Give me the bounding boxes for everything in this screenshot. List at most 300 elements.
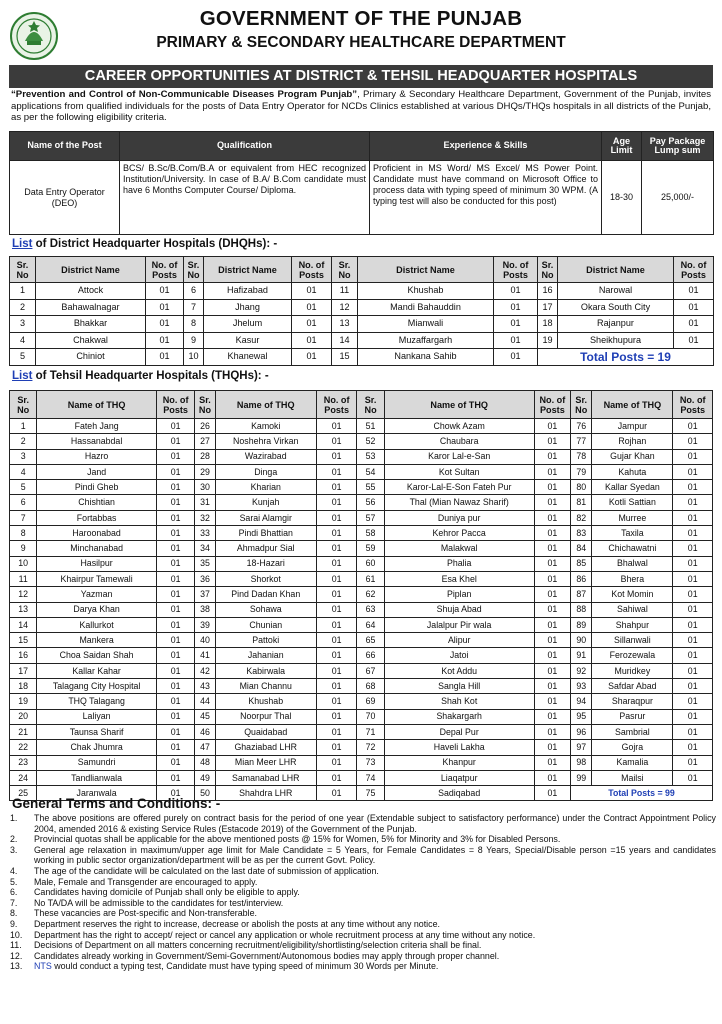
name-cell: Muridkey [592,663,673,678]
name-cell: Okara South City [558,299,674,316]
intro-paragraph [11,89,711,124]
sr-no: 51 [357,419,384,434]
name-cell: Pindi Bhattian [215,526,316,541]
posts-cell: 01 [494,332,538,349]
posts-cell: 01 [534,694,570,709]
posts-cell: 01 [146,299,184,316]
sr-no: 14 [10,617,37,632]
name-cell: Phalia [384,556,534,571]
name-cell: Minchanabad [37,541,157,556]
table-row [10,740,713,755]
name-cell: Kotli Sattian [592,495,673,510]
sr-no: 21 [10,724,37,739]
terms-title: General Terms and Conditions: - [12,796,221,811]
sr-no: 37 [195,587,215,602]
name-cell: Kallar Syedan [592,480,673,495]
name-cell: Kamalia [592,755,673,770]
posts-cell: 01 [316,495,357,510]
name-cell: Pasrur [592,709,673,724]
posts-cell: 01 [156,617,194,632]
sr-no: 33 [195,526,215,541]
name-cell: Kot Addu [384,663,534,678]
sr-no: 46 [195,724,215,739]
sr-no: 1 [10,283,36,300]
name-cell: Jampur [592,419,673,434]
table-row [10,480,713,495]
list-item [10,887,716,898]
list-item [10,834,716,845]
posts-cell: 01 [673,770,713,785]
sr-no: 53 [357,449,384,464]
posts-cell: 01 [494,283,538,300]
table-row [10,419,713,434]
item-text [34,961,716,972]
sr-no: 66 [357,648,384,663]
name-cell: Ahmadpur Sial [215,541,316,556]
sr-no: 43 [195,679,215,694]
name-cell: Taunsa Sharif [37,724,157,739]
table-row [10,571,713,586]
name-cell: Noorpur Thal [215,709,316,724]
sr-no: 32 [195,510,215,525]
name-cell: Hassanabdal [37,434,157,449]
sr-no: 50 [195,786,215,801]
header-post-name: Name of the Post [10,132,120,161]
posts-cell: 01 [674,332,714,349]
sr-no: 48 [195,755,215,770]
list-item [10,813,716,834]
name-cell: Shahdra LHR [215,786,316,801]
name-cell: Jand [37,464,157,479]
thq-title-text: of Tehsil Headquarter Hospitals (THQHs): - [32,370,269,382]
name-cell: Mian Channu [215,679,316,694]
table-row [10,283,714,300]
posts-cell: 01 [292,349,332,366]
posts-cell: 01 [316,679,357,694]
name-cell: Karor-Lal-E-Son Fateh Pur [384,480,534,495]
name-cell: Bhalwal [592,556,673,571]
list-item [10,930,716,941]
table-row [10,510,713,525]
name-cell: Hazro [37,449,157,464]
sr-no: 97 [571,740,592,755]
sr-no: 12 [10,587,37,602]
posts-cell: 01 [673,755,713,770]
sr-no: 26 [195,419,215,434]
name-cell: Duniya pur [384,510,534,525]
sr-no: 25 [10,786,37,801]
sr-no: 10 [184,349,204,366]
name-cell: Jatoi [384,648,534,663]
header-no-of-posts: No. of Posts [156,391,194,419]
item-text: Candidates having domicile of Punjab shall only be eligible to apply. [34,887,300,898]
sr-no: 17 [10,663,37,678]
posts-cell: 01 [673,663,713,678]
table-row [10,316,714,333]
list-item [10,961,716,972]
sr-no: 55 [357,480,384,495]
table-row [10,617,713,632]
posts-cell: 01 [316,709,357,724]
name-cell: Khanewal [204,349,292,366]
name-cell: Safdar Abad [592,679,673,694]
sr-no: 4 [10,464,37,479]
government-title: GOVERNMENT OF THE PUNJAB [199,7,523,30]
name-cell: Chakwal [36,332,146,349]
posts-cell: 01 [534,786,570,801]
name-cell: 18-Hazari [215,556,316,571]
name-cell: Mianwali [358,316,494,333]
posts-cell: 01 [673,724,713,739]
item-text: Male, Female and Transgender are encouraged to apply. [34,876,258,887]
name-cell: Kharian [215,480,316,495]
name-cell: Chiniot [36,349,146,366]
sr-no: 99 [571,770,592,785]
sr-no: 29 [195,464,215,479]
name-cell: Rojhan [592,434,673,449]
posts-cell: 01 [156,679,194,694]
posts-cell: 01 [156,495,194,510]
table-row [10,332,714,349]
sr-no: 60 [357,556,384,571]
name-cell: Sheikhupura [558,332,674,349]
header-thq-name: Name of THQ [215,391,316,419]
item-text: Candidates already working in Government/Semi-Government/Autonomous bodies may apply through proper channel. [34,950,500,961]
name-cell: Chishtian [37,495,157,510]
name-cell: Muzaffargarh [358,332,494,349]
posts-cell: 01 [146,316,184,333]
item-number: 2. [10,834,18,845]
posts-cell: 01 [673,709,713,724]
item-number: 9. [10,918,18,929]
posts-cell: 01 [673,633,713,648]
sr-no: 18 [10,679,37,694]
posts-cell: 01 [316,464,357,479]
name-cell: Esa Khel [384,571,534,586]
table-row [10,434,713,449]
sr-no: 52 [357,434,384,449]
name-cell: Wazirabad [215,449,316,464]
posts-cell: 01 [316,541,357,556]
posts-cell: 01 [534,419,570,434]
table-row [10,755,713,770]
sr-no: 35 [195,556,215,571]
posts-cell: 01 [146,332,184,349]
name-cell: Sadiqabad [384,786,534,801]
name-cell: Khushab [215,694,316,709]
sr-no: 27 [195,434,215,449]
pay-package: 25,000/- [642,161,714,235]
name-cell: Chichawatni [592,541,673,556]
name-cell: Karor Lal-e-San [384,449,534,464]
sr-no: 8 [184,316,204,333]
header-sr-no: Sr. No [357,391,384,419]
posts-cell: 01 [316,617,357,632]
posts-cell: 01 [292,316,332,333]
career-banner: CAREER OPPORTUNITIES AT DISTRICT & TEHSIL HEADQUARTER HOSPITALS [9,65,713,88]
sr-no: 30 [195,480,215,495]
header-sr-no: Sr. No [538,257,558,283]
sr-no: 9 [184,332,204,349]
item-number: 1. [10,813,18,823]
posts-cell: 01 [156,541,194,556]
table-row [10,449,713,464]
name-cell: Hafizabad [204,283,292,300]
name-cell: Kunjah [215,495,316,510]
name-cell: Mandi Bahauddin [358,299,494,316]
sr-no: 57 [357,510,384,525]
header-sr-no: Sr. No [332,257,358,283]
header-no-of-posts: No. of Posts [494,257,538,283]
sr-no: 22 [10,740,37,755]
posts-cell: 01 [534,724,570,739]
name-cell: Kamoki [215,419,316,434]
sr-no: 41 [195,648,215,663]
post-name: Data Entry Operator (DEO) [10,161,120,235]
sr-no: 72 [357,740,384,755]
sr-no: 67 [357,663,384,678]
posts-cell: 01 [156,663,194,678]
name-cell: Kehror Pacca [384,526,534,541]
posts-cell: 01 [534,526,570,541]
name-cell: Sarai Alamgir [215,510,316,525]
name-cell: Hasilpur [37,556,157,571]
name-cell: Kasur [204,332,292,349]
sr-no: 54 [357,464,384,479]
header-no-of-posts: No. of Posts [673,391,713,419]
header-no-of-posts: No. of Posts [534,391,570,419]
posts-cell: 01 [534,434,570,449]
sr-no: 56 [357,495,384,510]
item-text: The age of the candidate will be calculated on the last date of submission of application. [34,865,379,876]
posts-cell: 01 [292,299,332,316]
header-experience: Experience & Skills [370,132,602,161]
posts-cell: 01 [534,480,570,495]
posts-cell: 01 [316,510,357,525]
sr-no: 5 [10,349,36,366]
posts-cell: 01 [673,495,713,510]
sr-no: 93 [571,679,592,694]
posts-cell: 01 [316,724,357,739]
item-text: The above positions are offered purely on contract basis for the period of one year (Extendable subject to satisfactory performance) under the Contract Appointment Policy 2004, amended 2016 & existing Service Rules (Estacode 2019) of the Government of the Punjab. [34,813,716,834]
name-cell: Haroonabad [37,526,157,541]
posts-cell: 01 [316,419,357,434]
sr-no: 73 [357,755,384,770]
posts-cell: 01 [316,770,357,785]
item-number: 10. [10,929,23,940]
posts-cell: 01 [534,495,570,510]
posts-cell: 01 [316,755,357,770]
posts-cell: 01 [674,316,714,333]
posts-cell: 01 [673,740,713,755]
sr-no: 23 [10,755,37,770]
item-number: 6. [10,887,18,898]
posts-cell: 01 [156,694,194,709]
posts-cell: 01 [494,316,538,333]
name-cell: Ghaziabad LHR [215,740,316,755]
sr-no: 2 [10,434,37,449]
table-row [10,602,713,617]
posts-cell: 01 [673,587,713,602]
sr-no: 74 [357,770,384,785]
posts-cell: 01 [673,648,713,663]
name-cell: Haveli Lakha [384,740,534,755]
item-number: 7. [10,897,18,908]
table-row [10,770,713,785]
header-sr-no: Sr. No [195,391,215,419]
posts-cell: 01 [534,770,570,785]
posts-cell: 01 [316,786,357,801]
sr-no: 38 [195,602,215,617]
sr-no: 75 [357,786,384,801]
name-cell: Sambrial [592,724,673,739]
name-cell: Yazman [37,587,157,602]
posts-cell: 01 [316,648,357,663]
posts-cell: 01 [316,694,357,709]
name-cell: Liaqatpur [384,770,534,785]
name-cell: Rajanpur [558,316,674,333]
table-row [10,464,713,479]
table-row [10,161,714,235]
posts-cell: 01 [534,541,570,556]
posts-cell: 01 [534,510,570,525]
name-cell: Sangla Hill [384,679,534,694]
sr-no: 20 [10,709,37,724]
name-cell: Jalalpur Pir wala [384,617,534,632]
sr-no: 91 [571,648,592,663]
name-cell: Fortabbas [37,510,157,525]
sr-no: 61 [357,571,384,586]
sr-no: 71 [357,724,384,739]
posts-cell: 01 [146,349,184,366]
header-district-name: District Name [36,257,146,283]
posts-cell: 01 [673,694,713,709]
posts-cell: 01 [316,740,357,755]
posts-cell: 01 [156,755,194,770]
total-posts: Total Posts = 99 [571,786,713,801]
header-sr-no: Sr. No [10,391,37,419]
table-row [10,724,713,739]
header-district-name: District Name [204,257,292,283]
list-item [10,951,716,962]
posts-cell: 01 [316,526,357,541]
sr-no: 70 [357,709,384,724]
posts-cell: 01 [316,587,357,602]
posts-cell: 01 [156,770,194,785]
table-row [10,648,713,663]
name-cell: Quaidabad [215,724,316,739]
name-cell: Narowal [558,283,674,300]
department-title: PRIMARY & SECONDARY HEALTHCARE DEPARTMENT [156,34,566,51]
name-cell: Fateh Jang [37,419,157,434]
sr-no: 88 [571,602,592,617]
posts-cell: 01 [316,602,357,617]
posts-cell: 01 [316,633,357,648]
item-text: General age relaxation in maximum/upper age limit for Male Candidate = 5 Years, for Female Candidates = 8 Years, Special/Disable person =15 years and candidates working in public sector organization/department will be as per the current Govt. Policy. [34,844,716,866]
name-cell: Khushab [358,283,494,300]
name-cell: Kabirwala [215,663,316,678]
sr-no: 86 [571,571,592,586]
table-row [10,587,713,602]
header-sr-no: Sr. No [571,391,592,419]
name-cell: Khairpur Tamewali [37,571,157,586]
list-item [10,845,716,866]
name-cell: Bahawalnagar [36,299,146,316]
item-number: 3. [10,844,18,855]
name-cell: Gujar Khan [592,449,673,464]
terms-list [10,813,716,972]
name-cell: Jahanian [215,648,316,663]
posts-cell: 01 [673,449,713,464]
header-no-of-posts: No. of Posts [674,257,714,283]
sr-no: 2 [10,299,36,316]
dhq-table [9,256,714,366]
table-row [10,541,713,556]
posts-cell: 01 [674,283,714,300]
sr-no: 11 [332,283,358,300]
posts-cell: 01 [156,587,194,602]
posts-cell: 01 [673,679,713,694]
name-cell: Pattoki [215,633,316,648]
sr-no: 16 [10,648,37,663]
sr-no: 8 [10,526,37,541]
sr-no: 42 [195,663,215,678]
posts-cell: 01 [534,740,570,755]
posts-cell: 01 [673,617,713,632]
sr-no: 34 [195,541,215,556]
item-number: 4. [10,865,18,876]
sr-no: 62 [357,587,384,602]
nts-text: would conduct a typing test, Candidate must have typing speed of minimum 30 Words per Minute. [51,961,439,972]
qualification-text: BCS/ B.Sc/B.Com/B.A or equivalent from HEC recognized Institution/University. In case of B.A/ B.Com candidate must have 6 Months Computer Course/ Diploma. [120,161,370,235]
sr-no: 4 [10,332,36,349]
sr-no: 45 [195,709,215,724]
sr-no: 68 [357,679,384,694]
sr-no: 40 [195,633,215,648]
posts-cell: 01 [534,556,570,571]
sr-no: 11 [10,571,37,586]
posts-cell: 01 [156,740,194,755]
item-number: 8. [10,908,18,919]
sr-no: 44 [195,694,215,709]
header-pay-package: Pay Package Lump sum [642,132,714,161]
item-text: Department reserves the right to increase, decrease or abolish the posts at any time without any notice. [34,918,440,929]
item-number: 5. [10,876,18,887]
posts-cell: 01 [156,510,194,525]
item-number: 12. [10,950,23,961]
sr-no: 3 [10,449,37,464]
name-cell: Bhakkar [36,316,146,333]
posts-cell: 01 [673,434,713,449]
sr-no: 14 [332,332,358,349]
sr-no: 87 [571,587,592,602]
name-cell: Ferozewala [592,648,673,663]
thq-title-link-word: List [12,370,33,382]
posts-cell: 01 [673,480,713,495]
sr-no: 19 [10,694,37,709]
item-text: Provincial quotas shall be applicable for the above mentioned posts @ 15% for Women, 5% for Minority and 3% for Disabled Persons. [34,834,561,845]
list-item [10,919,716,930]
sr-no: 31 [195,495,215,510]
sr-no: 6 [10,495,37,510]
name-cell: Gojra [592,740,673,755]
header-no-of-posts: No. of Posts [292,257,332,283]
posts-cell: 01 [534,755,570,770]
list-item [10,898,716,909]
sr-no: 80 [571,480,592,495]
table-row [10,633,713,648]
posts-cell: 01 [534,648,570,663]
